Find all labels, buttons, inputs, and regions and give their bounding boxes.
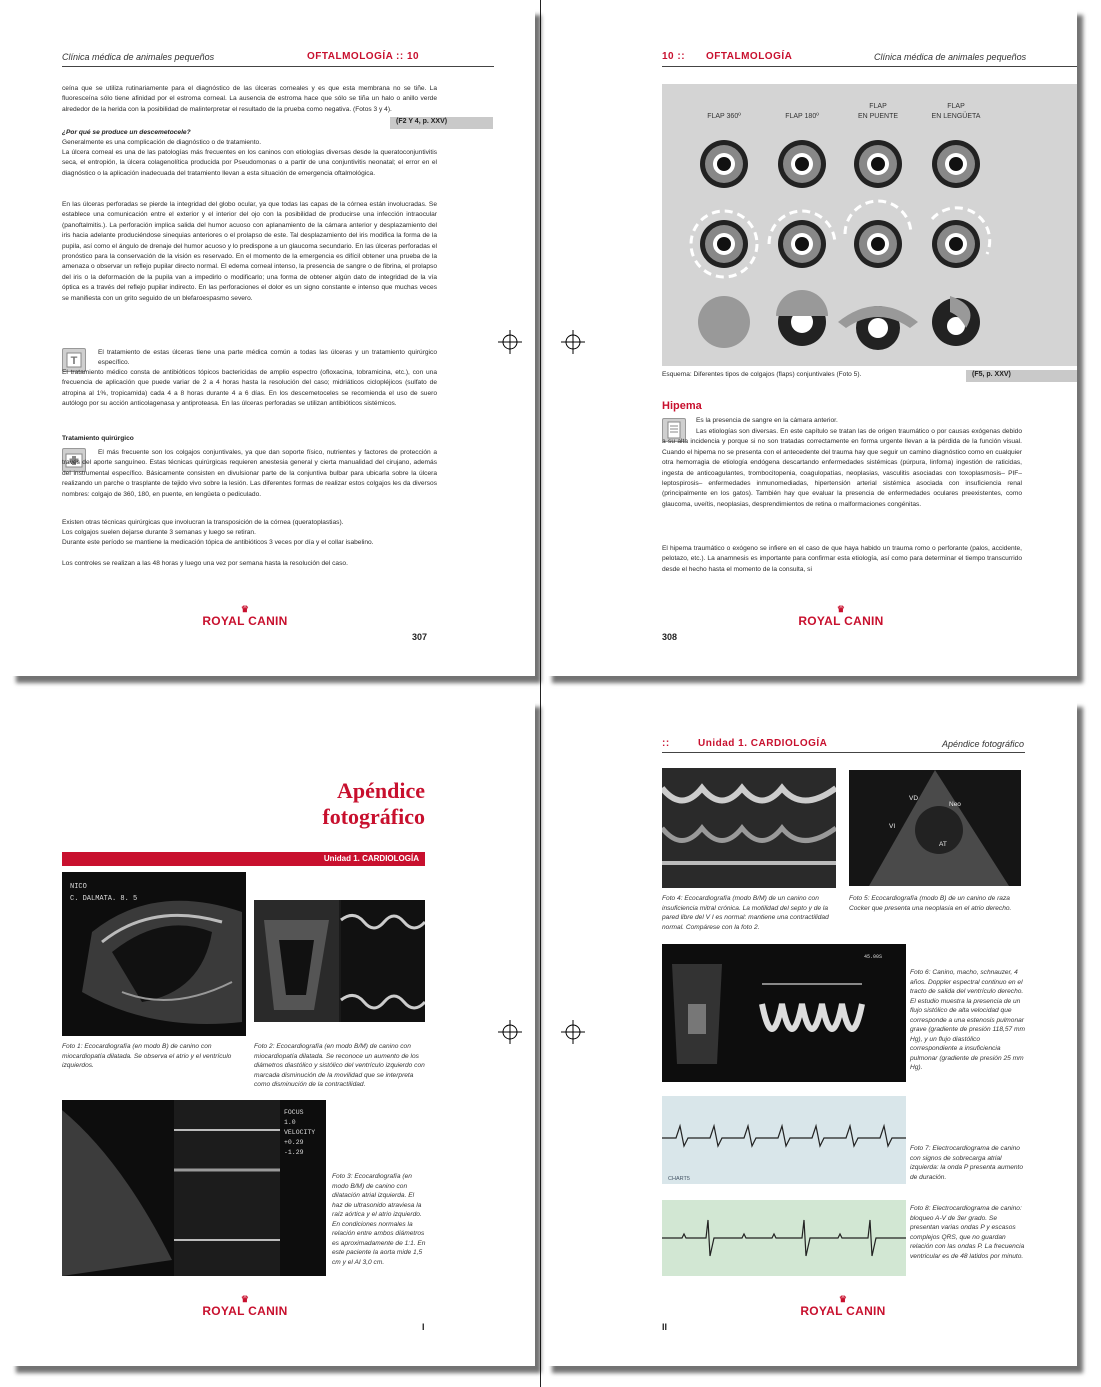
photo-2-echocardiogram (254, 900, 425, 1022)
photo-reference-bar: (F5, p. XXV) (966, 370, 1077, 382)
header-chapter-number: :: 10 (396, 51, 420, 62)
unit-bar: Unidad 1. CARDIOLOGÍA (62, 852, 425, 866)
image-label-breed: C. DALMATA. 8. 5 (70, 895, 138, 903)
header-rule (662, 752, 1025, 753)
svg-text:VELOCITY: VELOCITY (284, 1129, 316, 1136)
header-section-title: Unidad 1. CARDIOLOGÍA (698, 738, 828, 749)
page-308 (546, 8, 1077, 676)
body-paragraph: El más frecuente son los colgajos conjuntivales, ya que dan soporte físico, nutrientes y factores de protección a través del aporte sanguíneo. Estas técnicas quirúrgicas requieren anestesia general y cierta manualidad del cirujano, además del instrumental específico. Básicamente consisten en divulsionar parte de la conjuntiva bulbar para ubicarla sobre la úlcera realizando un parche o trasplante de tejido vivo sobre la lesión. Las diferentes formas de realizar estos colgajos les da diversos nombres: colgajo de 360, 180, en puente, en lengüeta o pediculado. (62, 449, 437, 498)
page-appendix-ii (546, 700, 1077, 1366)
royal-canin-logo: ♛ ROYAL CANIN (202, 1294, 288, 1318)
body-paragraph: El tratamiento de estas úlceras tiene una parte médica común a todas las úlceras y un tratamiento quirúrgico específico. (98, 349, 437, 367)
page-number: II (662, 1322, 668, 1332)
page-number: 307 (412, 632, 428, 642)
body-paragraph: Existen otras técnicas quirúrgicas que involucran la transposición de la córnea (queratoplastias). (62, 519, 344, 526)
body-paragraph: En las úlceras perforadas se pierde la integridad del globo ocular, ya que todas las capas de la córnea están involucradas. Se establece una comunicación entre el exterior y el interior del ojo con la posibilidad de producirse una infección intraocular (panoftalmitis.). La perforación implica salida del humor acuoso con aplanamiento de la cámara anterior y desplazamiento del iris hacia adelante produciéndose sinequias anteriores o el prolapso de este. Tal desplazamiento del iris modifica la forma de la pupila, así como el ángulo de drenaje del humor acuoso y lo predispone a un glaucoma secundario. En las úlceras perforadas el pronóstico para la conservación de la visión es reservado. En el momento de la emergencia es difícil obtener una prueba de la amenaza o observar un reflejo pupilar directo normal. El edema corneal intenso, la presencia de sangre o de fibrina, el prolapso del iris o la deformación de la pupila van a impedirlo o modificarlo; una forma de obtener algún dato de integridad de la vía óptica es a través del reflejo pupilar indirecto. En las perforaciones el dolor es un signo constante e intenso que muchas veces se manifiesta con un grito seguido de un blefaroespasmo severo. (62, 201, 437, 302)
photo-2-caption: Foto 2: Ecocardiografía (en modo B/M) de canino con miocardiopatía dilatada. Se reconoce un aumento de los diámetros diastólico y sistólico del ventrículo izquierdo con marcada disminución de la movilidad que se interpreta como disminución de la contractilidad. (254, 1043, 425, 1088)
question-heading: ¿Por qué se produce un descemetocele? (62, 129, 191, 136)
body-paragraph: Los colgajos suelen dejarse durante 3 semanas y luego se retiran. (62, 529, 256, 536)
body-paragraph: Es la presencia de sangre en la cámara anterior. (696, 417, 838, 424)
photo-1-caption: Foto 1: Ecocardiografía (en modo B) de canino con miocardiopatía dilatada. Se observa el atrio y el ventrículo izquierdos. (62, 1043, 232, 1069)
registration-mark (498, 330, 522, 354)
photo-7-caption: Foto 7: Electrocardiograma de canino con signos de sobrecarga atrial izquierda: la onda P presenta aumento de duración. (910, 1145, 1024, 1181)
flap-180-label: FLAP 180º (785, 113, 819, 120)
header-rule (62, 66, 494, 67)
registration-mark (498, 1020, 522, 1044)
photo-8-ecg (662, 1200, 906, 1276)
flap-360-label: FLAP 360º (707, 113, 741, 120)
svg-text:1.0: 1.0 (284, 1119, 296, 1126)
image-label-name: NICO (70, 883, 87, 891)
header-book-title: Clínica médica de animales pequeños (874, 52, 1027, 62)
appendix-title: Apéndice fotográfico (322, 778, 425, 829)
svg-text:T: T (70, 355, 78, 367)
photo-1-echocardiogram (62, 872, 246, 1036)
header-book-title: Apéndice fotográfico (942, 739, 1025, 749)
page-number: I (422, 1322, 425, 1332)
flap-lengueta-label: FLAP (947, 103, 965, 110)
royal-canin-logo: ♛ ROYAL CANIN (202, 604, 288, 628)
header-section-title: OFTALMOLOGÍA (307, 51, 394, 62)
flap-diagram-svg (662, 84, 1077, 366)
scheme-caption: Esquema: Diferentes tipos de colgajos (flaps) conjuntivales (Foto 5). (662, 371, 862, 378)
section-heading: Hipema (662, 400, 702, 412)
page-307 (10, 8, 535, 676)
photo-8-caption: Foto 8: Electrocardiograma de canino: bloqueo A-V de 3er grado. Se presentan varias ondas P y escasos complejos QRS, que no guardan relación con las ondas P. La frecuencia ventricular es de 48 latidos por minuto. (910, 1205, 1025, 1260)
header-book-title: Clínica médica de animales pequeños (62, 52, 215, 62)
page-number: 308 (662, 632, 678, 642)
photo-4-mmode (662, 768, 836, 888)
photo-3-echocardiogram (62, 1100, 326, 1276)
header-chapter-number: :: (662, 738, 670, 749)
flap-puente-label: FLAP (869, 103, 887, 110)
photo-5-caption: Foto 5: Ecocardiografía (modo B) de un canino de raza Cocker que presenta una neoplasia en el atrio derecho. (849, 895, 1012, 912)
body-paragraph: La úlcera corneal es una de las patologías más frecuentes en los caninos con etiologías diversas desde la queratoconjuntivitis seca, el entropión, la úlcera colagenolítica producida por Pseudomonas o a partir de una conjuntivitis neonatal; el error en el diagnóstico o la aplicación inadecuada del tratamiento llevan a esta situación de emergencia oftalmológica. (62, 149, 437, 177)
eye-row-3 (698, 290, 980, 350)
svg-text:AT: AT (939, 841, 947, 848)
header-rule (662, 66, 1077, 67)
body-paragraph: El tratamiento médico consta de antibióticos tópicos bactericidas de amplio espectro (ofloxacina, tobramicina, etc.), con una frecuencia de aplicación que puede variar de 2 a 4 horas hasta la resolución del caso; midriáticos ciclopléjicos (sulfato de atropina al 1%, tropicamida) cada 4 a 8 horas durante 4 a 6 días. En los descemetoceles se recomienda el uso de suero autólogo por su acción anticolagenasa y antiproteasa. En las úlceras perforadas se utilizan antibióticos sistémicos. (62, 369, 437, 408)
photo-5-echocardiogram (849, 770, 1021, 886)
ecg-label: CHART5 (668, 1176, 690, 1182)
photo-4-caption: Foto 4: Ecocardiografía (modo B/M) de un canino con insuficiencia mitral crónica. La motilidad del septo y de la pared libre del V I es normal: mantiene una contractilidad normal. Compárese con la foto 2. (662, 895, 829, 931)
royal-canin-logo: ♛ ROYAL CANIN (798, 604, 884, 628)
svg-text:EN PUENTE: EN PUENTE (857, 113, 899, 120)
svg-text:VD: VD (909, 795, 919, 802)
svg-text:FOCUS: FOCUS (284, 1109, 304, 1116)
eye-row-2 (691, 201, 990, 277)
body-paragraph: Los controles se realizan a las 48 horas y luego una vez por semana hasta la resolución del caso. (62, 560, 348, 567)
svg-text:+0.29: +0.29 (284, 1139, 304, 1146)
svg-text:-1.29: -1.29 (284, 1149, 304, 1156)
spread-gutter (540, 0, 541, 1387)
photo-reference-bar: (F2 Y 4, p. XXV) (390, 117, 493, 129)
svg-text:45.00S: 45.00S (864, 954, 883, 960)
photo-6-doppler (662, 944, 906, 1082)
body-paragraph: Durante este período se mantiene la medicación tópica de antibióticos 3 veces por día y el collar isabelino. (62, 539, 374, 546)
royal-canin-logo: ♛ ROYAL CANIN (800, 1294, 886, 1318)
photo-7-ecg (662, 1096, 906, 1184)
registration-mark (561, 330, 585, 354)
registration-mark (561, 1020, 585, 1044)
photo-3-caption: Foto 3: Ecocardiografía (en modo B/M) de canino con dilatación atrial izquierda. El haz de ultrasonido atraviesa la raíz aórtica y el atrio izquierdo. En condiciones normales la relación entre ambos diámetros es aproximadamente de 1:1. En este paciente la aorta mide 1,5 cm y el AI 3,0 cm. (332, 1173, 426, 1266)
header-section-title: OFTALMOLOGÍA (706, 51, 793, 62)
svg-text:Neo: Neo (949, 801, 961, 808)
svg-text:EN LENGÜETA: EN LENGÜETA (931, 113, 981, 120)
photo-6-caption: Foto 6: Canino, macho, schnauzer, 4 años. Doppler espectral continuo en el tracto de salida del ventrículo derecho. El estudio muestra la presencia de un flujo sistólico de alta velocidad que corresponde a una estenosis pulmonar grave (gradiente de presión 118,57 mm Hg), y un flujo diastólico correspondiente a insuficiencia pulmonar (gradiente de presión 25 mm Hg). (910, 969, 1025, 1071)
body-paragraph: Generalmente es una complicación de diagnóstico o de tratamiento. (62, 139, 262, 146)
header-chapter-number: 10 :: (662, 51, 686, 62)
eye-row-1 (700, 140, 980, 188)
flap-scheme-diagram (662, 84, 1077, 366)
body-paragraph: ceína que se utiliza rutinariamente para el diagnóstico de las úlceras corneales y es que esta membrana no se tiñe. La fluoresceína sólo tiene afinidad por el estroma corneal. La ausencia de estroma hace que sólo se tiña un halo o anillo verde alrededor de la herida con la posibilidad de malinterpretar el resultado de la prueba como negativa. (Fotos 3 y 4). (62, 85, 437, 113)
body-paragraph: El hipema traumático o exógeno se infiere en el caso de que haya habido un trauma romo o perforante (palos, accidente, pelotazo, etc.). La anamnesis es importante para confirmar esta etiología, así como para determinar el tiempo transcurrido desde el hecho hasta el momento de la consulta, si (662, 545, 1022, 573)
subsection-heading: Tratamiento quirúrgico (62, 435, 134, 442)
body-paragraph: Las etiologías son diversas. En este capítulo se tratan las de origen traumático o por causas exógenas debido a su alta incidencia y porque si no son tratadas correctamente en forma urgente llevan a la pérdida de la función visual. Cuando el hipema no se presenta con el antecedente del trauma hay que seguir un camino diagnóstico como en cualquier otra hemorragia de etiología endógena descartando enfermedades sistémicas (púrpura, linfoma) ingestión de raticidas, ingesta de anticoagulantes, trombocitopenia, coagulopatías, neoplasias, vasculitis asociadas con toxoplasmosis– PIF– leptospirosis– enfermedades inmunomediadas, hipertensión arterial sistémica asociada con insuficiencia renal (principalmente en los gatos). También hay que evaluar la presencia de enfermedades oculares preexistentes, como glaucoma, uveítis, neoplasias, desprendimientos de retina o malformaciones congénitas. (662, 428, 1022, 508)
page-appendix-i (10, 700, 535, 1366)
svg-text:VI: VI (889, 823, 896, 830)
